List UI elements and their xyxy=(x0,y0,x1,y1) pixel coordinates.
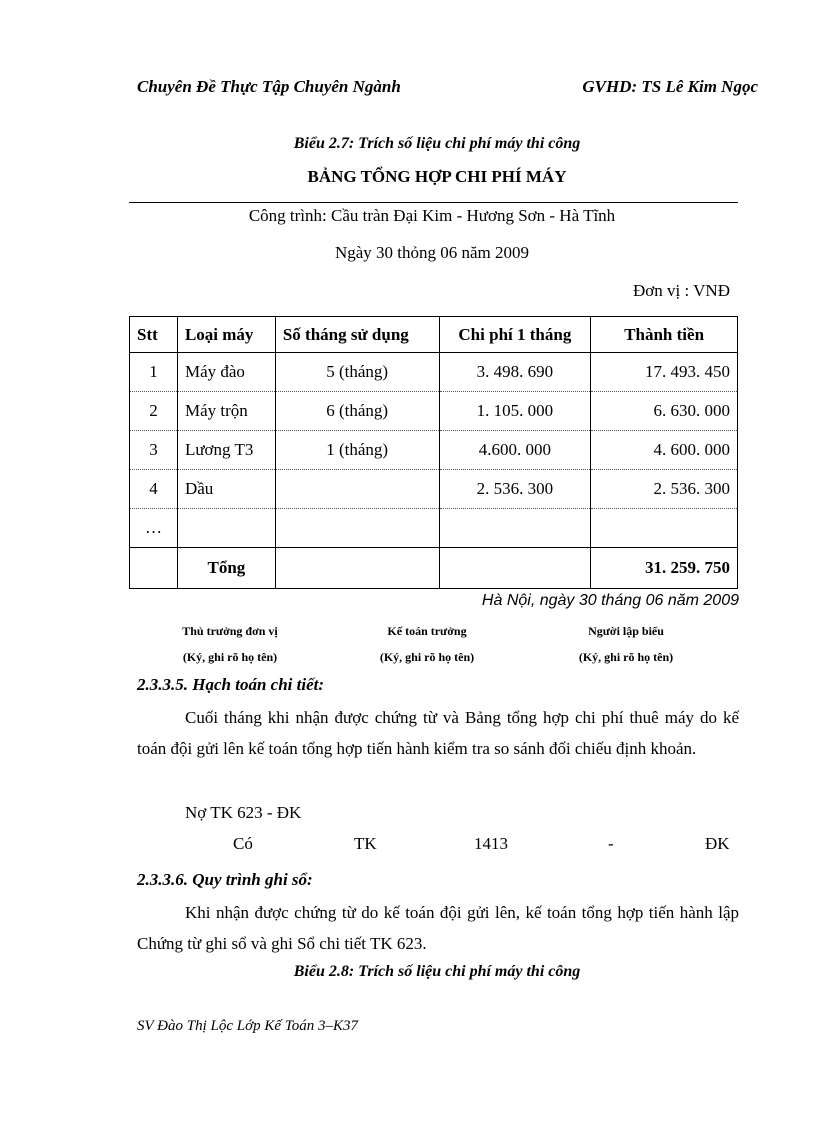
paragraph-detail: Cuối tháng khi nhận được chứng từ và Bảng tổng hợp chi phí thuê máy do kế toán đội gửi lên kế toán tổng hợp tiến hành kiểm tra so sánh đối chiếu định khoản. xyxy=(137,708,739,758)
table-row xyxy=(130,353,738,392)
cell-type: Máy trộn xyxy=(177,392,275,431)
cell-months: 1 (tháng) xyxy=(275,431,439,470)
table-title: BẢNG TỔNG HỢP CHI PHÍ MÁY xyxy=(307,167,567,186)
cell-total xyxy=(591,509,738,548)
col-header-stt: Stt xyxy=(130,317,178,353)
signature-role-preparer: Người lập biểu xyxy=(588,624,664,638)
col-header-total: Thành tiền xyxy=(591,317,738,353)
total-label: Tổng xyxy=(177,548,275,589)
footer-text: SV Đào Thị Lộc Lớp Kế Toán 3–K37 xyxy=(137,1018,358,1034)
table-row xyxy=(130,431,738,470)
credit-word: Có xyxy=(233,834,253,853)
cell-stt: 4 xyxy=(130,470,178,509)
cell-stt: 3 xyxy=(130,431,178,470)
cell-monthly: 3. 498. 690 xyxy=(439,353,591,392)
total-value: 31. 259. 750 xyxy=(591,548,738,589)
credit-dash: - xyxy=(608,834,614,853)
machine-cost-table xyxy=(129,316,738,589)
cell-total: 17. 493. 450 xyxy=(591,353,738,392)
signature-note-preparer: (Ký, ghi rõ họ tên) xyxy=(578,650,674,664)
project-line: Công trình: Cầu tràn Đại Kim - Hương Sơn - Hà Tĩnh xyxy=(248,206,616,225)
cell-stt: 2 xyxy=(130,392,178,431)
credit-code: ĐK xyxy=(705,834,730,853)
header-left: Chuyên Đề Thực Tập Chuyên Ngành xyxy=(137,77,401,96)
cell-months xyxy=(275,548,439,589)
cell-type: Lương T3 xyxy=(177,431,275,470)
header-right: GVHD: TS Lê Kim Ngọc xyxy=(582,77,758,96)
exhibit-caption: Biểu 2.7: Trích số liệu chi phí máy thi công xyxy=(293,135,581,152)
cell-monthly: 4.600. 000 xyxy=(439,431,591,470)
cell-months: 6 (tháng) xyxy=(275,392,439,431)
signature-note-chief: (Ký, ghi rõ họ tên) xyxy=(379,650,475,664)
col-header-type: Loại máy xyxy=(177,317,275,353)
col-header-monthly: Chi phí 1 tháng xyxy=(439,317,591,353)
cell-total: 4. 600. 000 xyxy=(591,431,738,470)
credit-account-label: TK xyxy=(354,834,377,853)
cell-type xyxy=(177,509,275,548)
date-line: Ngày 30 thỏng 06 năm 2009 xyxy=(334,243,530,262)
cell-monthly: 1. 105. 000 xyxy=(439,392,591,431)
table-header-row xyxy=(130,317,738,353)
signature-note-head: (Ký, ghi rõ họ tên) xyxy=(182,650,278,664)
signature-role-chief: Kế toán trưởng xyxy=(387,624,467,638)
title-rule xyxy=(129,202,738,203)
section-heading-detail: 2.3.3.5. Hạch toán chi tiết: xyxy=(137,675,324,694)
cell-stt xyxy=(130,548,178,589)
unit-label: Đơn vị : VNĐ xyxy=(633,281,730,300)
cell-type: Máy đào xyxy=(177,353,275,392)
section-heading-recording: 2.3.3.6. Quy trình ghi sổ: xyxy=(137,870,313,889)
col-header-months: Số tháng sử dụng xyxy=(275,317,439,353)
cell-stt: 1 xyxy=(130,353,178,392)
table-row xyxy=(130,392,738,431)
credit-line xyxy=(0,834,816,858)
cell-monthly xyxy=(439,548,591,589)
place-date: Hà Nội, ngày 30 tháng 06 năm 2009 xyxy=(481,592,739,609)
table-row xyxy=(130,470,738,509)
table-row xyxy=(130,509,738,548)
cell-months: 5 (tháng) xyxy=(275,353,439,392)
cell-monthly: 2. 536. 300 xyxy=(439,470,591,509)
exhibit-caption-2: Biểu 2.8: Trích số liệu chi phí máy thi công xyxy=(293,963,581,980)
cell-total: 2. 536. 300 xyxy=(591,470,738,509)
total-row xyxy=(130,548,738,589)
cell-months xyxy=(275,470,439,509)
debit-line: Nợ TK 623 - ĐK xyxy=(185,803,302,822)
cell-stt: … xyxy=(130,509,178,548)
cell-total: 6. 630. 000 xyxy=(591,392,738,431)
cell-monthly xyxy=(439,509,591,548)
paragraph-recording: Khi nhận được chứng từ do kế toán đội gửi lên, kế toán tổng hợp tiến hành lập Chứng từ ghi sổ và ghi Sổ chi tiết TK 623. xyxy=(137,903,739,953)
signature-role-head: Thủ trưởng đơn vị xyxy=(182,624,278,638)
credit-account-number: 1413 xyxy=(474,834,508,853)
cell-type: Dầu xyxy=(177,470,275,509)
cell-months xyxy=(275,509,439,548)
